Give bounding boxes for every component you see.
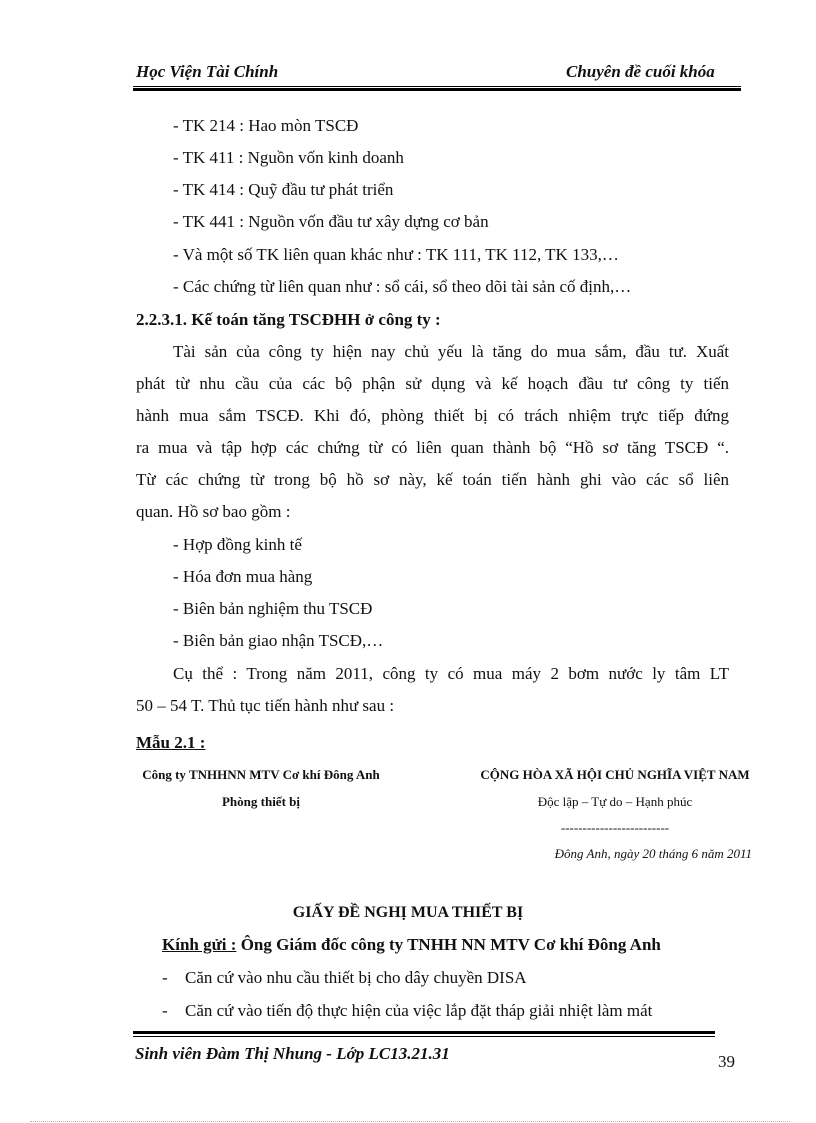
page-number: 39 — [718, 1052, 735, 1071]
paragraph-line: ra mua và tập hợp các chứng từ có liên quan thành bộ “Hồ sơ tăng TSCĐ “. — [136, 438, 729, 457]
header-rule-thin — [133, 86, 741, 87]
addressee-value: Ông Giám đốc công ty TNHH NN MTV Cơ khí Đông Anh — [240, 935, 661, 954]
list-item: - Hóa đơn mua hàng — [173, 567, 313, 586]
paragraph-line: Từ các chứng từ trong bộ hồ sơ này, kế toán tiến hành ghi vào các sổ liên — [136, 470, 729, 489]
paragraph-line: hành mua sắm TSCĐ. Khi đó, phòng thiết bị có trách nhiệm trực tiếp đứng — [136, 406, 729, 425]
paragraph-line: Cụ thể : Trong năm 2011, công ty có mua máy 2 bơm nước ly tâm LT — [173, 664, 729, 683]
bullet-mark: - — [162, 968, 168, 987]
bullet-text: Căn cứ vào tiến độ thực hiện của việc lắp đặt tháp giải nhiệt làm mát — [185, 1001, 653, 1020]
bullet-mark: - — [162, 1001, 168, 1020]
list-item: - TK 441 : Nguồn vốn đầu tư xây dựng cơ bản — [173, 212, 489, 231]
footer-rule-thin — [133, 1036, 715, 1037]
bullet-text: Căn cứ vào nhu cầu thiết bị cho dây chuyền DISA — [185, 968, 527, 987]
list-item: - Hợp đồng kinh tế — [173, 535, 302, 554]
company-name: Công ty TNHHNN MTV Cơ khí Đông Anh — [142, 767, 380, 782]
footer-rule-thick — [133, 1031, 715, 1034]
addressee — [162, 935, 661, 955]
list-item: - TK 414 : Quỹ đầu tư phát triển — [173, 180, 394, 199]
paragraph-line: 50 – 54 T. Thủ tục tiến hành như sau : — [136, 696, 395, 715]
document-date: Đông Anh, ngày 20 tháng 6 năm 2011 — [554, 846, 752, 861]
header-rule-thick — [133, 88, 741, 91]
list-item: - Biên bản giao nhận TSCĐ,… — [173, 631, 384, 650]
paragraph-line: phát từ nhu cầu của các bộ phận sử dụng và kế hoạch đầu tư công ty tiến — [136, 374, 729, 393]
footer-student: Sinh viên Đàm Thị Nhung - Lớp LC13.21.31 — [135, 1044, 450, 1063]
motto-separator: ------------------------- — [560, 820, 670, 835]
paragraph-line: quan. Hồ sơ bao gồm : — [136, 502, 291, 521]
paragraph-line: Tài sản của công ty hiện nay chủ yếu là tăng do mua sắm, đầu tư. Xuất — [173, 342, 729, 361]
list-item: - Các chứng từ liên quan như : sổ cái, sổ theo dõi tài sản cố định,… — [173, 277, 632, 296]
header-right: Chuyên đề cuối khóa — [566, 62, 715, 81]
document-title: GIẤY ĐỀ NGHỊ MUA THIẾT BỊ — [292, 904, 524, 921]
section-heading: 2.2.3.1. Kế toán tăng TSCĐHH ở công ty : — [136, 310, 441, 329]
header-left: Học Viện Tài Chính — [136, 62, 279, 81]
list-item: - Và một số TK liên quan khác như : TK 111, TK 112, TK 133,… — [173, 245, 619, 264]
nation-title: CỘNG HÒA XÃ HỘI CHỦ NGHĨA VIỆT NAM — [480, 767, 750, 782]
page-bottom-divider — [30, 1121, 790, 1122]
list-item: - TK 214 : Hao mòn TSCĐ — [173, 116, 359, 135]
list-item: - TK 411 : Nguồn vốn kinh doanh — [173, 148, 404, 167]
national-motto: Độc lập – Tự do – Hạnh phúc — [537, 794, 693, 809]
addressee-label: Kính gửi : — [162, 935, 237, 954]
form-label: Mẫu 2.1 : — [136, 733, 206, 752]
list-item: - Biên bản nghiệm thu TSCĐ — [173, 599, 373, 618]
department-name: Phòng thiết bị — [221, 794, 300, 809]
